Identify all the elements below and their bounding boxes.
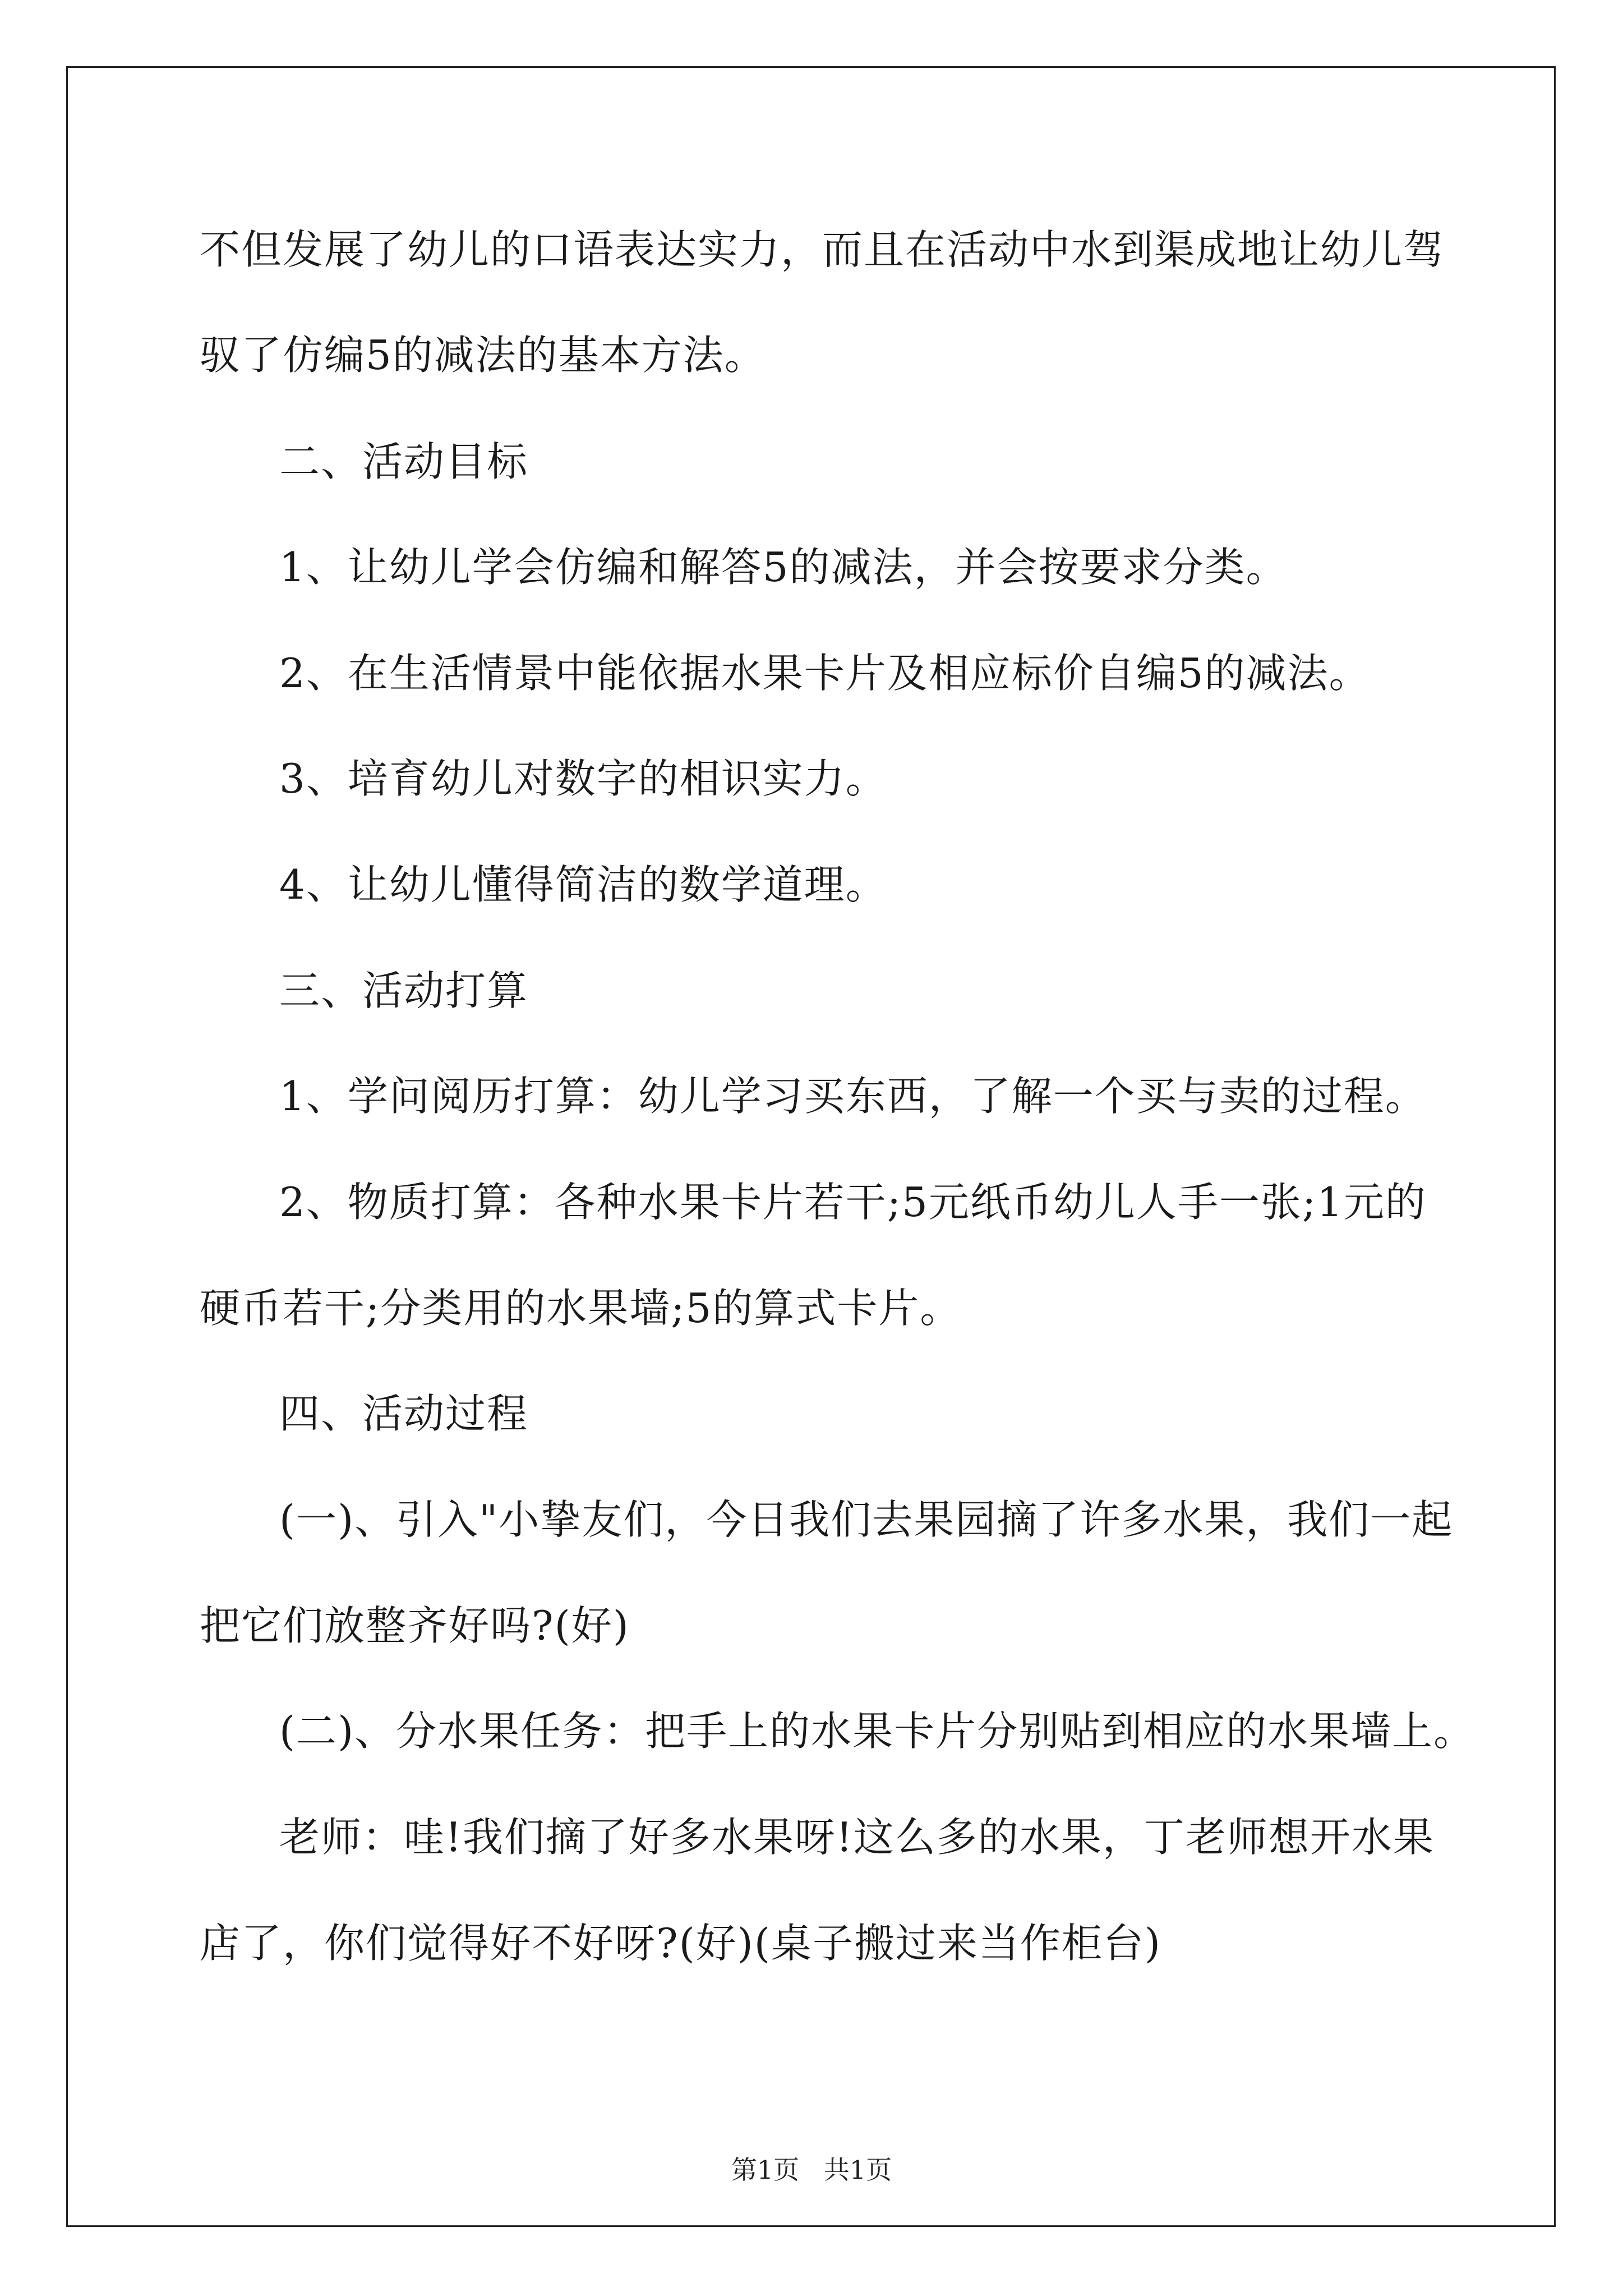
text-line-goal-1: 1、让幼儿学会仿编和解答5的减法，并会按要求分类。 [279,544,1288,591]
text-line-goal-4: 4、让幼儿懂得简洁的数学道理。 [279,861,887,908]
text-line-prep-2-cont: 硬币若干;分类用的水果墙;5的算式卡片。 [200,1285,962,1332]
text-line-prep-1: 1、学问阅历打算：幼儿学习买东西，了解一个买与卖的过程。 [279,1073,1427,1120]
text-line-process-1-cont: 把它们放整齐好吗?(好) [200,1602,630,1649]
text-line-1: 不但发展了幼儿的口语表达实力，而且在活动中水到渠成地让幼儿驾 [200,226,1445,273]
section-heading-preparation: 三、活动打算 [279,967,529,1014]
text-line-teacher-cont: 店了，你们觉得好不好呀?(好)(桌子搬过来当作柜台) [200,1920,1161,1967]
text-line-goal-3: 3、培育幼儿对数字的相识实力。 [279,755,887,802]
section-heading-goals: 二、活动目标 [279,438,529,485]
text-line-process-2: (二)、分水果任务：把手上的水果卡片分别贴到相应的水果墙上。 [279,1708,1476,1755]
text-line-goal-2: 2、在生活情景中能依据水果卡片及相应标价自编5的减法。 [279,650,1371,697]
section-heading-process: 四、活动过程 [279,1390,529,1437]
text-line-process-1: (一)、引入"小挚友们，今日我们去果园摘了许多水果，我们一起 [279,1496,1454,1543]
text-line-prep-2: 2、物质打算：各种水果卡片若干;5元纸币幼儿人手一张;1元的 [279,1179,1427,1226]
page-border [66,66,1556,2227]
page-footer: 第1页 共1页 [731,2155,892,2185]
text-line-2: 驭了仿编5的减法的基本方法。 [200,332,766,379]
text-line-teacher: 老师：哇!我们摘了好多水果呀!这么多的水果，丁老师想开水果 [279,1814,1435,1861]
